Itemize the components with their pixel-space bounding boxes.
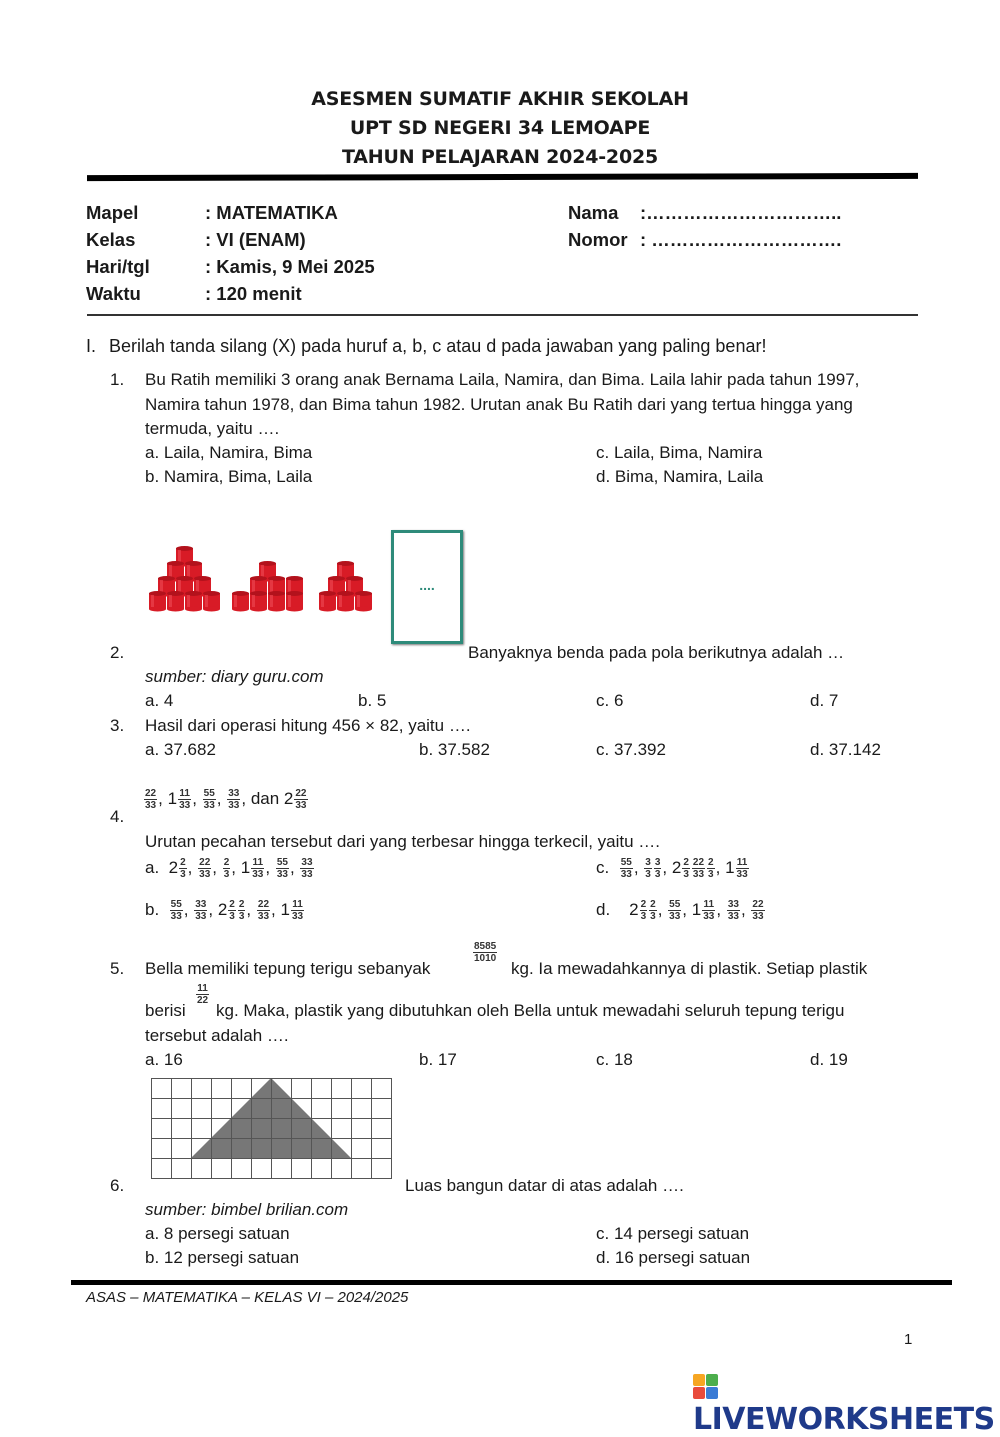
hari-value: : Kamis, 9 Mei 2025 [205,256,375,277]
fraction: $\frac{22}{33}$ [295,788,307,811]
q6-option-a[interactable]: a. 8 persegi satuan [145,1224,290,1243]
header-title: ASESMEN SUMATIF AKHIR SEKOLAH [311,88,689,110]
kelas-label: Kelas [86,229,136,250]
q4-text: Urutan pecahan tersebut dari yang terbesar hingga terkecil, yaitu …. [145,832,661,851]
q4-option-a[interactable]: a. 2 $\frac{2}{3}$ , $\frac{22}{33}$ , $\frac{2}{3}$ , 1 $\frac{11}{33}$ , $\frac{55}{33}$ , $\frac{33}{33}$ [145,857,313,880]
q1-option-b[interactable]: b. Namira, Bima, Laila [145,467,313,486]
section-instruction: Berilah tanda silang (X) pada huruf a, b, c atau d pada jawaban yang paling benar! [109,336,767,356]
next-pattern-box [391,530,463,644]
q2-option-d[interactable]: d. 7 [810,691,839,710]
q6-option-b[interactable]: b. 12 persegi satuan [145,1248,300,1267]
q6-text: Luas bangun datar di atas adalah …. [405,1176,684,1195]
q5-fraction-bag: $\frac{11}{22}$ [197,983,209,1006]
fraction: $\frac{33}{33}$ [228,788,240,811]
header-year: TAHUN PELAJARAN 2024-2025 [341,146,659,168]
q3-number: 3. [110,716,125,735]
q4-option-c[interactable]: c. $\frac{55}{33}$ , $\frac{3}{3}$ $\frac{3}{3}$ , 2 $\frac{2}{3}$ $\frac{22}{33}$ $\frac{2}{3}$ , 1 $\frac{11}{33}$ [596,857,748,880]
header-school: UPT SD NEGERI 34 LEMOAPE [349,117,651,139]
q4-fraction-list: $\frac{22}{33}$ , 1 $\frac{11}{33}$ , $\frac{55}{33}$ , $\frac{33}{33}$ , dan 2 $\frac{22}{33}$ [145,788,307,811]
q6-source: sumber: bimbel brilian.com [145,1200,349,1219]
waktu-label: Waktu [86,283,141,304]
nomor-label: Nomor [568,229,628,250]
q5-option-a[interactable]: a. 16 [145,1050,183,1069]
footer-rule [71,1280,952,1285]
fraction: $\frac{11}{33}$ [179,788,191,811]
info-rule [87,314,918,316]
q4-number: 4. [110,807,125,826]
q5-text-part4: kg. Maka, plastik yang dibutuhkan oleh Bella untuk mewadahi seluruh tepung terigu [216,1001,845,1020]
kelas-value: : VI (ENAM) [205,229,306,250]
q1-number: 1. [110,370,125,389]
mapel-label: Mapel [86,202,139,223]
q5-option-b[interactable]: b. 17 [419,1050,457,1069]
q1-option-a[interactable]: a. Laila, Namira, Bima [145,443,313,462]
q6-option-c[interactable]: c. 14 persegi satuan [596,1224,750,1243]
section-number: I. [86,336,97,356]
q2-option-c[interactable]: c. 6 [596,691,624,710]
pyramid-1 [149,546,220,612]
q3-option-b[interactable]: b. 37.582 [419,740,490,759]
q5-option-c[interactable]: c. 18 [596,1050,633,1069]
q5-text-part1: Bella memiliki tepung terigu sebanyak [145,959,431,978]
q3-option-d[interactable]: d. 37.142 [810,740,881,759]
liveworksheets-icon [693,1374,719,1400]
fraction: $\frac{22}{33}$ [145,788,157,811]
q3-option-c[interactable]: c. 37.392 [596,740,666,759]
q3-option-a[interactable]: a. 37.682 [145,740,216,759]
mapel-value: : MATEMATIKA [205,202,338,223]
liveworksheets-logo[interactable] [693,1374,1000,1437]
q5-text-part5: tersebut adalah …. [145,1026,289,1045]
q1-text-line1: Bu Ratih memiliki 3 orang anak Bernama Laila, Namira, dan Bima. Laila lahir pada tahun 1997, [145,370,860,389]
q5-fraction-flour: $\frac{8585}{1010}$ [474,941,497,964]
footer-text: ASAS – MATEMATIKA – KELAS VI – 2024/2025 [86,1289,409,1306]
q4-option-d[interactable]: d. 2 $\frac{2}{3}$ $\frac{2}{3}$ , $\frac{55}{33}$ , 1 $\frac{11}{33}$ , $\frac{33}{33}$ , $\frac{22}{33}$ [596,899,764,922]
can-pyramid-figure [140,540,390,620]
pyramid-3 [319,561,372,612]
q3-text: Hasil dari operasi hitung 456 × 82, yaitu …. [145,716,471,735]
q1-option-c[interactable]: c. Laila, Bima, Namira [596,443,763,462]
q4-option-b[interactable]: b. $\frac{55}{33}$ , $\frac{33}{33}$ , 2 $\frac{2}{3}$ $\frac{2}{3}$ , $\frac{22}{33}$ , 1 $\frac{11}{33}$ [145,899,304,922]
q5-option-d[interactable]: d. 19 [810,1050,848,1069]
waktu-value: : 120 menit [205,283,302,304]
q5-text-part3: berisi [145,1001,186,1020]
nama-label: Nama [568,202,619,223]
page-number: 1 [904,1331,913,1348]
q1-option-d[interactable]: d. Bima, Namira, Laila [596,467,764,486]
q5-number: 5. [110,959,125,978]
q2-option-b[interactable]: b. 5 [358,691,387,710]
nomor-field[interactable]: : …………………………. [640,229,842,250]
fraction: $\frac{55}{33}$ [203,788,215,811]
q6-option-d[interactable]: d. 16 persegi satuan [596,1248,751,1267]
q1-text-line2: Namira tahun 1978, dan Bima tahun 1982. Urutan anak Bu Ratih dari yang tertua hingga yang [145,395,853,414]
header-rule [87,173,918,181]
q2-text: Banyaknya benda pada pola berikutnya adalah … [468,643,845,662]
grid-triangle-figure [151,1078,393,1180]
pyramid-2 [232,561,303,612]
hari-label: Hari/tgl [86,256,150,277]
q2-source: sumber: diary guru.com [145,667,324,686]
liveworksheets-wordmark: LIVEWORKSHEETS [693,1402,995,1437]
next-pattern-dots: .... [419,577,435,593]
q6-number: 6. [110,1176,125,1195]
nama-field[interactable]: :………………………….. [640,202,842,223]
q5-text-part2: kg. Ia mewadahkannya di plastik. Setiap plastik [511,959,868,978]
q1-text-line3: termuda, yaitu …. [145,419,280,438]
q2-option-a[interactable]: a. 4 [145,691,174,710]
q2-number: 2. [110,643,125,662]
